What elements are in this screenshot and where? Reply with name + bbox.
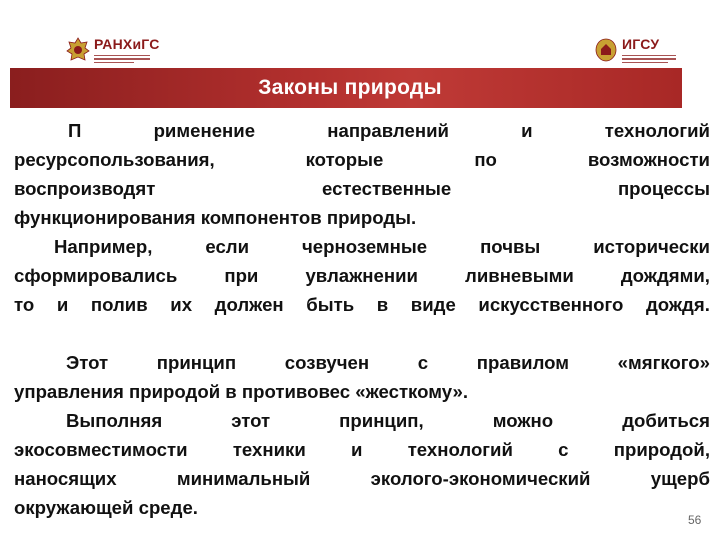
word: этот bbox=[231, 410, 271, 431]
text-line bbox=[14, 290, 710, 319]
word: почвы bbox=[480, 236, 541, 257]
text-line bbox=[14, 232, 710, 261]
igsu-logo-text: ИГСУ bbox=[622, 35, 660, 52]
text-line bbox=[14, 174, 710, 203]
word: с bbox=[417, 352, 429, 373]
ranepa-emblem-icon bbox=[66, 37, 90, 63]
word: которые bbox=[305, 149, 384, 170]
word: в bbox=[376, 294, 389, 315]
word: П bbox=[68, 120, 82, 141]
page-number: 56 bbox=[688, 513, 702, 527]
text-line: функционирования компонентов природы. bbox=[14, 207, 417, 228]
word: дождями, bbox=[620, 265, 710, 286]
word: увлажнении bbox=[305, 265, 418, 286]
word: Например, bbox=[54, 236, 153, 257]
word: с bbox=[558, 439, 569, 460]
text-line bbox=[14, 464, 710, 493]
text-line bbox=[14, 406, 710, 435]
word: искусственного bbox=[478, 294, 624, 315]
word: наносящих bbox=[14, 468, 117, 489]
text-line bbox=[14, 435, 710, 464]
word: можно bbox=[492, 410, 554, 431]
word: природой, bbox=[613, 439, 710, 460]
text-line bbox=[14, 116, 710, 145]
word: быть bbox=[306, 294, 355, 315]
word: добиться bbox=[622, 410, 710, 431]
word: рименение bbox=[153, 120, 256, 141]
word: и bbox=[521, 120, 533, 141]
word: и bbox=[56, 294, 69, 315]
text-line bbox=[14, 261, 710, 290]
word: дождя. bbox=[645, 294, 710, 315]
word: принцип, bbox=[339, 410, 424, 431]
word: Этот bbox=[66, 352, 109, 373]
word: направлений bbox=[327, 120, 449, 141]
word: полив bbox=[90, 294, 148, 315]
word: ущерб bbox=[650, 468, 710, 489]
word: и bbox=[351, 439, 363, 460]
word: минимальный bbox=[176, 468, 311, 489]
word: по bbox=[474, 149, 497, 170]
word: виде bbox=[410, 294, 456, 315]
word: эколого-экономический bbox=[370, 468, 591, 489]
word: процессы bbox=[617, 178, 710, 199]
word: их bbox=[170, 294, 193, 315]
ranepa-logo-text: РАНХиГС bbox=[94, 35, 160, 52]
title-bar bbox=[10, 68, 682, 108]
text-line: управления природой в противовес «жесткому». bbox=[14, 381, 469, 402]
word: должен bbox=[214, 294, 284, 315]
slide-body bbox=[14, 116, 710, 522]
word: исторически bbox=[593, 236, 710, 257]
word: ресурсопользования, bbox=[14, 149, 215, 170]
word: созвучен bbox=[284, 352, 370, 373]
word: Выполняя bbox=[66, 410, 163, 431]
word: естественные bbox=[321, 178, 452, 199]
text-line bbox=[14, 348, 710, 377]
word: технологий bbox=[604, 120, 710, 141]
igsu-emblem-icon bbox=[594, 37, 618, 63]
word: при bbox=[224, 265, 259, 286]
word: экосовместимости bbox=[14, 439, 188, 460]
igsu-logo bbox=[594, 36, 676, 64]
ranepa-logo bbox=[66, 36, 160, 64]
slide-title: Законы природы bbox=[258, 76, 442, 99]
word: техники bbox=[232, 439, 306, 460]
word: технологий bbox=[407, 439, 513, 460]
word: то bbox=[14, 294, 35, 315]
word: ливневыми bbox=[465, 265, 574, 286]
word: возможности bbox=[587, 149, 710, 170]
text-line: окружающей среде. bbox=[14, 497, 198, 518]
word: черноземные bbox=[301, 236, 428, 257]
text-line bbox=[14, 145, 710, 174]
word: если bbox=[205, 236, 250, 257]
word: принцип bbox=[156, 352, 237, 373]
word: «мягкого» bbox=[617, 352, 710, 373]
word: правилом bbox=[476, 352, 570, 373]
word: сформировались bbox=[14, 265, 178, 286]
word: воспроизводят bbox=[14, 178, 156, 199]
